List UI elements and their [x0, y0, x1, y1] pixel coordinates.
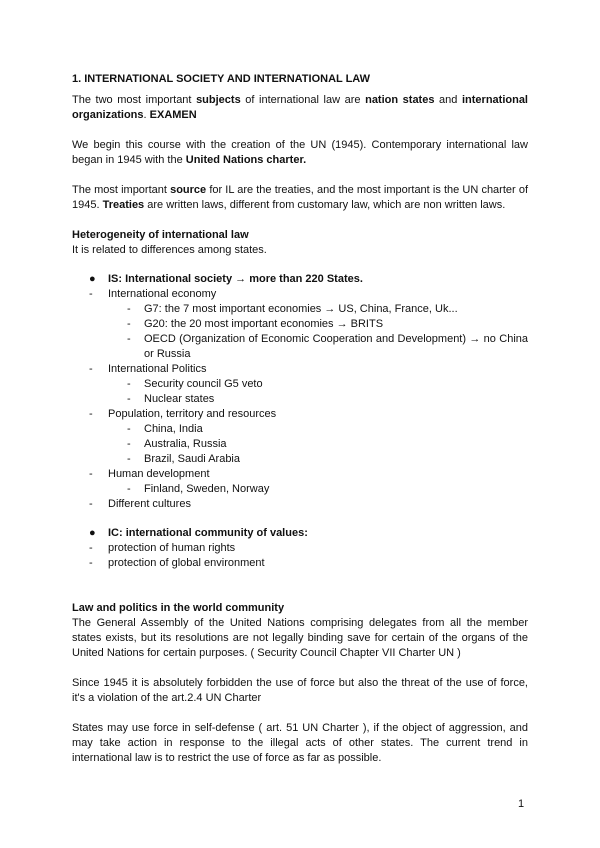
list-item-text: protection of global environment: [108, 557, 265, 569]
list-item-text: International economy: [108, 288, 217, 300]
list-item-text: China, India: [144, 423, 203, 435]
bold-run: nation states: [365, 94, 435, 106]
dash-icon: -: [89, 408, 93, 420]
list-item: [72, 482, 528, 497]
text-run: The two most important: [72, 94, 197, 106]
list-item: [72, 541, 528, 556]
list-item-text: Australia, Russia: [144, 438, 227, 450]
dash-icon: -: [89, 542, 93, 554]
dash-icon: -: [127, 438, 131, 450]
list-item-text: Different cultures: [108, 498, 191, 510]
dash-icon: -: [127, 333, 131, 345]
list-item: [72, 302, 528, 317]
paragraph-sources: [72, 183, 528, 213]
dash-icon: -: [127, 393, 131, 405]
dash-icon: -: [127, 303, 131, 315]
ic-list: [72, 526, 528, 571]
dash-icon: -: [127, 423, 131, 435]
paragraph-un-creation: [72, 138, 528, 168]
paragraph-force: Since 1945 it is absolutely forbidden the use of force but also the threat of the use of force, it's a violation of the art.2.4 UN Charter: [72, 677, 528, 704]
list-item: [72, 377, 528, 392]
bold-run: source: [170, 184, 207, 196]
list-item: [72, 526, 528, 541]
is-list: [72, 272, 528, 512]
list-item: [72, 407, 528, 422]
page-number: 1: [518, 798, 525, 810]
list-item: [72, 422, 528, 437]
text-run: and: [434, 94, 462, 106]
list-item: [72, 556, 528, 571]
list-item-text: IC: international community of values:: [108, 527, 308, 539]
list-item: [72, 332, 528, 362]
list-item-text: International Politics: [108, 363, 207, 375]
list-item: [72, 272, 528, 287]
list-item-text: Security council G5 veto: [144, 378, 263, 390]
section-heading-law-politics: Law and politics in the world community: [72, 602, 285, 614]
list-item: [72, 392, 528, 407]
dash-icon: -: [89, 498, 93, 510]
section-heading-heterogeneity: Heterogeneity of international law: [72, 229, 249, 241]
bold-run: subjects: [196, 94, 241, 106]
list-item-text: IS: International society → more than 220 States.: [108, 273, 363, 285]
list-item-text: Population, territory and resources: [108, 408, 277, 420]
paragraph-subjects: [72, 93, 528, 123]
document-title: 1. INTERNATIONAL SOCIETY AND INTERNATIONAL LAW: [72, 73, 371, 85]
list-item: [72, 497, 528, 512]
bold-run: Treaties: [102, 199, 145, 211]
list-item-text: protection of human rights: [108, 542, 236, 554]
list-item-text: Nuclear states: [144, 393, 215, 405]
dash-icon: -: [127, 378, 131, 390]
text-run: .: [143, 109, 150, 121]
list-item-text: Human development: [108, 468, 210, 480]
list-item-text: G20: the 20 most important economies → BRITS: [144, 318, 384, 330]
bullet-icon: ●: [89, 527, 96, 539]
text-run: The most important: [72, 184, 171, 196]
list-item: [72, 317, 528, 332]
list-item-text: Brazil, Saudi Arabia: [144, 453, 240, 465]
list-item: [72, 467, 528, 482]
bullet-icon: ●: [89, 273, 96, 285]
dash-icon: -: [89, 288, 93, 300]
list-item: [72, 362, 528, 377]
bold-run: international organizations: [72, 94, 528, 121]
dash-icon: -: [127, 483, 131, 495]
dash-icon: -: [127, 318, 131, 330]
section-intro: It is related to differences among states.: [72, 244, 267, 256]
dash-icon: -: [89, 468, 93, 480]
text-run: are written laws, different from customary law, which are non written laws.: [144, 199, 506, 211]
list-item-text: OECD (Organization of Economic Cooperation and Development) → no China or Russia: [144, 333, 528, 360]
paragraph-self-defense: States may use force in self-defense ( art. 51 UN Charter ), if the object of aggression, and may take action in response to the illegal acts of other states. The current trend in international law is to restrict the use of force as far as possible.: [72, 722, 528, 764]
dash-icon: -: [127, 453, 131, 465]
document-page: [72, 72, 528, 766]
bold-run: EXAMEN: [149, 109, 197, 121]
dash-icon: -: [89, 557, 93, 569]
list-item-text: G7: the 7 most important economies → US, China, France, Uk...: [144, 303, 458, 315]
text-run: We begin this course with the creation of the UN (1945). Contemporary international law began in 1945 with the: [72, 139, 528, 166]
list-item-text: Finland, Sweden, Norway: [144, 483, 270, 495]
dash-icon: -: [89, 363, 93, 375]
text-run: for IL are the treaties, and the most important is the UN charter of 1945.: [72, 184, 528, 211]
list-item: [72, 452, 528, 467]
bold-run: United Nations charter.: [185, 154, 307, 166]
paragraph-general-assembly: The General Assembly of the United Nations comprising delegates from all the member states exists, but its resolutions are not legally binding save for certain of the organs of the United Nations for certain purposes. ( Security Council Chapter VII Charter UN ): [72, 617, 528, 659]
list-item: [72, 287, 528, 302]
list-item: [72, 437, 528, 452]
text-run: of international law are: [240, 94, 366, 106]
